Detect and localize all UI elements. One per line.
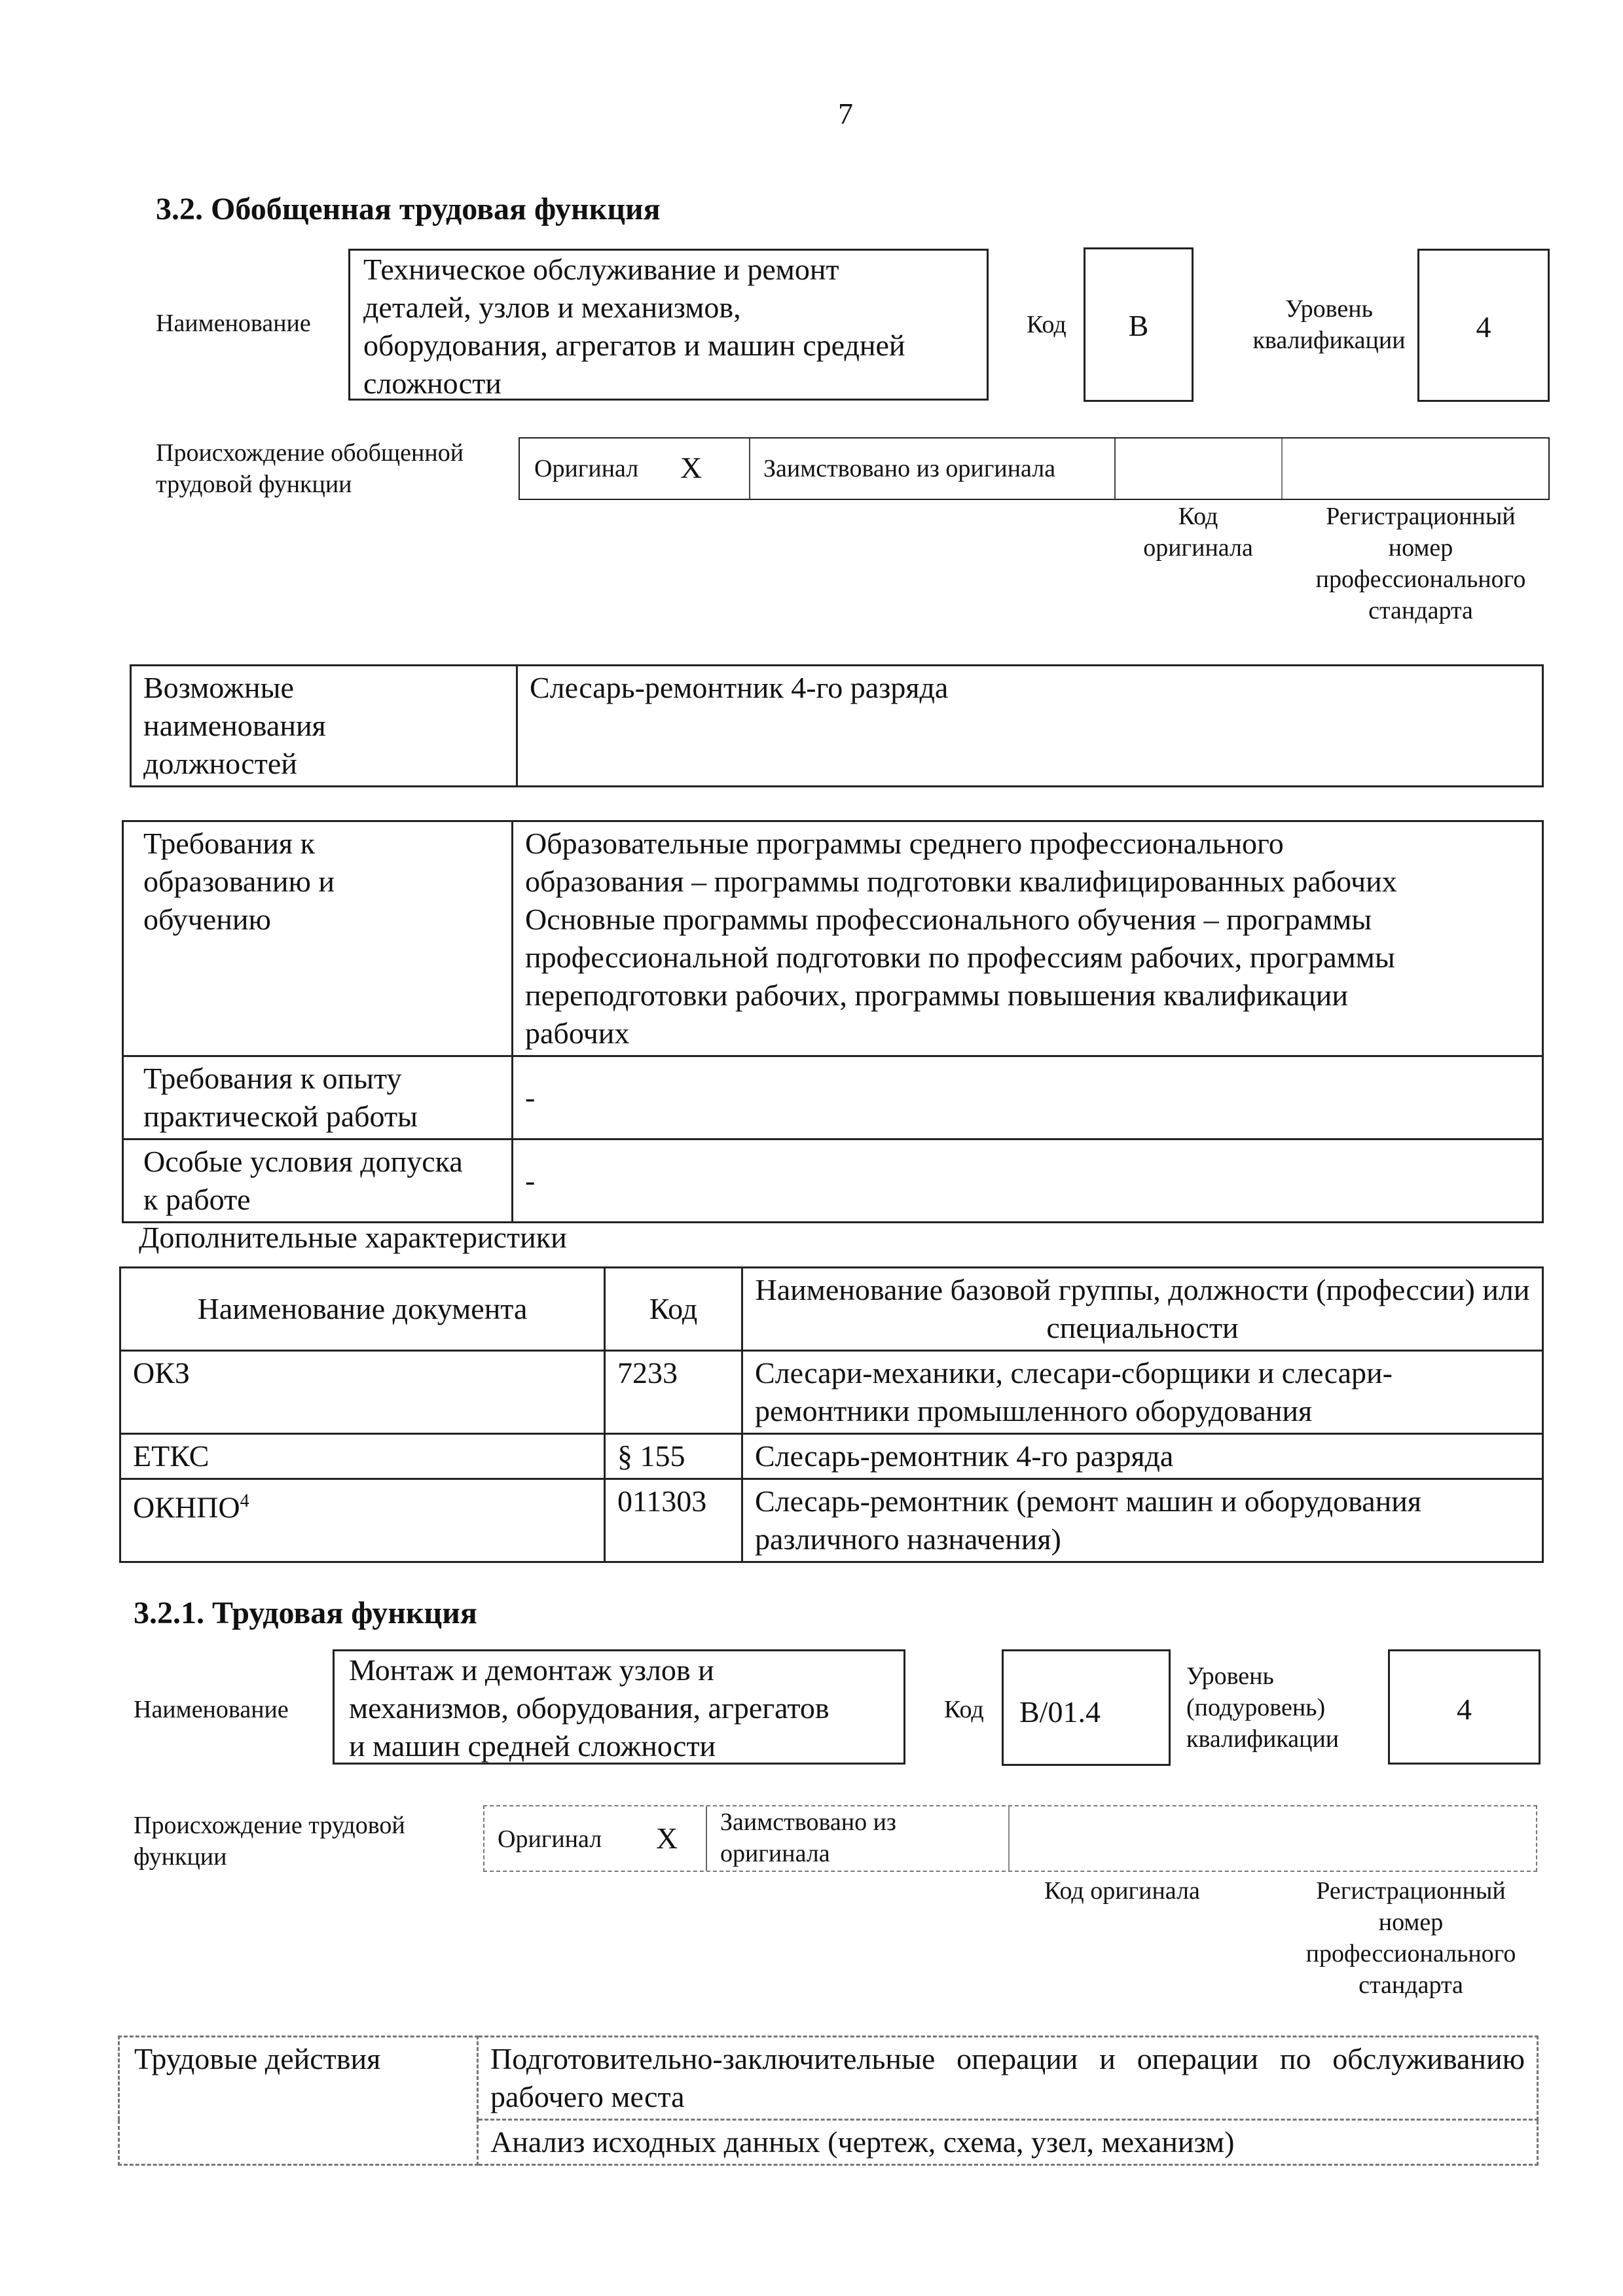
- value-line: Основные программы профессионального обучения – программы: [525, 903, 1372, 936]
- reg-number-caption: [1273, 1875, 1548, 2001]
- function-name-line: механизмов, оборудования, агрегатов: [349, 1691, 830, 1725]
- value-line: рабочих: [525, 1016, 630, 1050]
- label-line: к работе: [143, 1183, 251, 1216]
- name-label: Наименование: [134, 1696, 289, 1723]
- experience-value: -: [513, 1056, 1543, 1139]
- special-conditions-value: -: [513, 1139, 1543, 1223]
- function-name-line: Техническое обслуживание и ремонт: [363, 253, 839, 286]
- caption-line: Код: [1178, 503, 1218, 530]
- caption-line: оригинала: [1143, 534, 1253, 562]
- code-label: Код: [944, 1696, 984, 1723]
- education-value: [513, 821, 1543, 1056]
- function-name-line: деталей, узлов и механизмов,: [363, 291, 741, 324]
- function-name-box: [333, 1649, 905, 1765]
- label-line: Требования к опыту: [143, 1062, 402, 1095]
- footnote-mark: 4: [240, 1491, 249, 1511]
- function-name-line: оборудования, агрегатов и машин средней: [363, 329, 905, 362]
- name-label: Наименование: [156, 310, 311, 337]
- label-line: Требования к: [143, 827, 315, 860]
- origin-label-line: функции: [134, 1843, 227, 1871]
- positions-label: [131, 666, 517, 787]
- function-name-line: сложности: [363, 367, 501, 400]
- borrowed-label-line: Заимствовано из: [720, 1808, 896, 1836]
- caption-line: номер: [1388, 534, 1453, 562]
- origin-label-line: трудовой функции: [156, 471, 352, 498]
- requirements-table: [122, 820, 1544, 1223]
- label-line: должностей: [143, 747, 297, 780]
- row-name: Слесари-механики, слесари-сборщики и слесари-ремонтники промышленного оборудования: [742, 1351, 1543, 1434]
- label-line: Возможные: [143, 671, 294, 704]
- code-value-box: [1002, 1649, 1171, 1766]
- label-line: практической работы: [143, 1100, 418, 1133]
- level-label: [1186, 1660, 1339, 1755]
- level-value-box: [1388, 1649, 1541, 1765]
- labor-actions-table: [118, 2036, 1539, 2166]
- row-doc: [120, 1479, 605, 1562]
- origin-label-line: Происхождение обобщенной: [156, 439, 464, 467]
- level-label-line: Уровень: [1186, 1662, 1274, 1690]
- caption-line: профессионального: [1305, 1940, 1516, 1967]
- additional-title: Дополнительные характеристики: [139, 1221, 567, 1254]
- origin-table: [483, 1805, 1537, 1872]
- caption-line: номер: [1378, 1909, 1444, 1936]
- borrowed-label: [720, 1806, 896, 1869]
- row-doc: ОКЗ: [120, 1351, 605, 1434]
- special-conditions-label: [123, 1139, 513, 1223]
- origin-label-line: Происхождение трудовой: [134, 1812, 405, 1839]
- origin-table: [519, 437, 1550, 500]
- original-label: Оригинал: [498, 1825, 602, 1853]
- level-value: 4: [1476, 310, 1491, 344]
- header-code: Код: [605, 1268, 742, 1351]
- code-value: B: [1128, 309, 1149, 342]
- code-value: B/01.4: [1019, 1695, 1101, 1729]
- subsection-heading: 3.2.1. Трудовая функция: [134, 1596, 477, 1630]
- label-line: образованию и: [143, 865, 335, 898]
- origin-label: [156, 437, 464, 500]
- original-label: Оригинал: [534, 455, 639, 482]
- reg-number-caption: [1283, 501, 1558, 626]
- label-line: обучению: [143, 903, 271, 936]
- original-mark: X: [680, 451, 702, 484]
- section-heading: 3.2. Обобщенная трудовая функция: [156, 192, 661, 226]
- function-name-box: [348, 249, 989, 401]
- level-label-line: (подуровень): [1186, 1694, 1326, 1721]
- row-name: Слесарь-ремонтник (ремонт машин и оборудования различного назначения): [742, 1479, 1543, 1562]
- header-doc: Наименование документа: [120, 1268, 605, 1351]
- row-doc: ЕТКС: [120, 1434, 605, 1479]
- function-name-line: и машин средней сложности: [349, 1729, 716, 1763]
- original-mark: X: [656, 1821, 678, 1855]
- level-label-line: квалификации: [1186, 1725, 1340, 1753]
- value-line: образования – программы подготовки квалифицированных рабочих: [525, 865, 1397, 898]
- orig-code-caption: Код оригинала: [1044, 1877, 1200, 1905]
- caption-line: Регистрационный: [1326, 503, 1516, 530]
- positions-table: [130, 664, 1544, 787]
- caption-line: Регистрационный: [1316, 1877, 1506, 1905]
- positions-value: Слесарь-ремонтник 4-го разряда: [517, 666, 1543, 787]
- value-line: переподготовки рабочих, программы повышения квалификации: [525, 978, 1349, 1012]
- level-value-box: [1417, 249, 1550, 402]
- row-name: Слесарь-ремонтник 4-го разряда: [742, 1434, 1543, 1479]
- code-label: Код: [1027, 311, 1067, 338]
- level-label: [1231, 293, 1427, 356]
- orig-code-caption: [1106, 501, 1290, 564]
- level-label-line: квалификации: [1252, 327, 1406, 354]
- additional-table: [119, 1266, 1544, 1563]
- level-label-line: Уровень: [1285, 295, 1373, 323]
- caption-line: стандарта: [1368, 597, 1473, 624]
- label-line: Особые условия допуска: [143, 1145, 463, 1178]
- value-line: Образовательные программы среднего профессионального: [525, 827, 1284, 860]
- row-code: 011303: [605, 1479, 742, 1562]
- row-code: § 155: [605, 1434, 742, 1479]
- borrowed-label-line: оригинала: [720, 1840, 830, 1867]
- origin-label: [134, 1810, 405, 1873]
- code-value-box: [1084, 247, 1194, 402]
- label-line: наименования: [143, 709, 326, 742]
- education-label: [123, 821, 513, 1056]
- labor-action-item: Подготовительно-заключительные операции и операции по обслуживанию рабочего места: [478, 2037, 1538, 2120]
- borrowed-label: Заимствовано из оригинала: [763, 455, 1056, 482]
- experience-label: [123, 1056, 513, 1139]
- caption-line: профессионального: [1315, 565, 1526, 593]
- page-number: 7: [838, 97, 853, 130]
- labor-action-item: Анализ исходных данных (чертеж, схема, узел, механизм): [478, 2120, 1538, 2165]
- level-value: 4: [1457, 1693, 1472, 1726]
- value-line: профессиональной подготовки по профессиям рабочих, программы: [525, 941, 1395, 974]
- caption-line: стандарта: [1359, 1971, 1463, 1999]
- function-name-line: Монтаж и демонтаж узлов и: [349, 1653, 714, 1687]
- labor-actions-label: Трудовые действия: [119, 2037, 478, 2165]
- header-group: Наименование базовой группы, должности (профессии) или специальности: [742, 1268, 1543, 1351]
- row-code: 7233: [605, 1351, 742, 1434]
- doc-name: ОКНПО: [133, 1490, 240, 1524]
